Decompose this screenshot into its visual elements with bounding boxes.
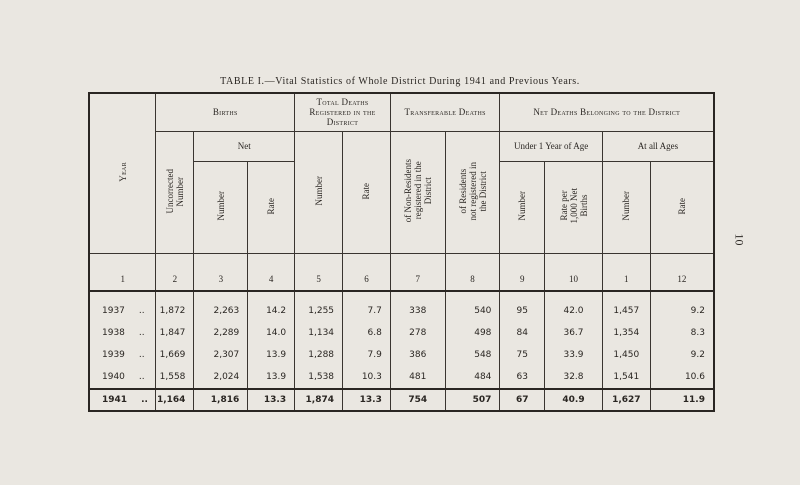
cell: 1,134 — [295, 322, 343, 344]
cell: 1,354 — [602, 322, 650, 344]
cell: 42.0 — [545, 300, 603, 322]
births-header: Births — [156, 93, 295, 131]
cell: 2,289 — [194, 322, 248, 344]
cell: 9.2 — [650, 300, 714, 322]
cell: 754 — [390, 389, 445, 411]
year-cell: 1941 — [102, 394, 128, 405]
column-number: 8 — [445, 253, 500, 291]
total-deaths-rate-header: Rate — [343, 131, 391, 253]
cell: 1,538 — [295, 366, 343, 389]
cell: 507 — [445, 389, 500, 411]
table-row: 1937 .. 1,872 2,263 14.2 1,255 7.7 338 540 95 42.0 1,457 9.2 — [89, 300, 714, 322]
cell: 1,627 — [602, 389, 650, 411]
table-row: 1940 .. 1,558 2,024 13.9 1,538 10.3 481 484 63 32.8 1,541 10.6 — [89, 366, 714, 389]
cell: 1,288 — [295, 344, 343, 366]
page-number: 10 — [732, 233, 747, 246]
cell: 14.2 — [248, 300, 295, 322]
under1-number-header: Number — [500, 161, 545, 253]
cell: 1,872 — [156, 300, 194, 322]
table-row-current-year: 1941 .. 1,164 1,816 13.3 1,874 13.3 754 507 67 40.9 1,627 11.9 — [89, 389, 714, 411]
transferable-deaths-header: Transferable Deaths — [390, 93, 500, 131]
cell: 1,847 — [156, 322, 194, 344]
cell: 1,541 — [602, 366, 650, 389]
cell: 484 — [445, 366, 500, 389]
total-deaths-header: Total Deaths Registered in the District — [295, 93, 391, 131]
year-cell: 1939 — [102, 349, 125, 360]
column-number: 12 — [650, 253, 714, 291]
cell: 1,874 — [295, 389, 343, 411]
cell: 7.7 — [343, 300, 391, 322]
net-header: Net — [194, 131, 295, 161]
cell: 36.7 — [545, 322, 603, 344]
cell: 32.8 — [545, 366, 603, 389]
year-cell: 1937 — [102, 305, 125, 316]
cell: 63 — [500, 366, 545, 389]
cell: 498 — [445, 322, 500, 344]
column-number: 4 — [248, 253, 295, 291]
cell: 8.3 — [650, 322, 714, 344]
cell: 84 — [500, 322, 545, 344]
year-cell: 1938 — [102, 327, 125, 338]
table-row: 1939 .. 1,669 2,307 13.9 1,288 7.9 386 548 75 33.9 1,450 9.2 — [89, 344, 714, 366]
cell: 6.8 — [343, 322, 391, 344]
cell: 75 — [500, 344, 545, 366]
column-number: 7 — [390, 253, 445, 291]
total-deaths-number-header: Number — [295, 131, 343, 253]
cell: 1,255 — [295, 300, 343, 322]
cell: 13.9 — [248, 344, 295, 366]
cell: 14.0 — [248, 322, 295, 344]
cell: 13.9 — [248, 366, 295, 389]
rate-per-1000-header: Rate per 1,000 Net Births — [545, 161, 603, 253]
year-header: Year — [89, 93, 156, 253]
cell: 10.3 — [343, 366, 391, 389]
cell: 40.9 — [545, 389, 603, 411]
table-title: TABLE I.—Vital Statistics of Whole District During 1941 and Previous Years. — [220, 76, 580, 87]
table-row: 1938 .. 1,847 2,289 14.0 1,134 6.8 278 498 84 36.7 1,354 8.3 — [89, 322, 714, 344]
cell: 9.2 — [650, 344, 714, 366]
column-number: 5 — [295, 253, 343, 291]
cell: 2,024 — [194, 366, 248, 389]
net-births-rate-header: Rate — [248, 161, 295, 253]
column-numbers-row — [89, 253, 714, 291]
column-number: 3 — [194, 253, 248, 291]
cell: 1,669 — [156, 344, 194, 366]
uncorrected-number-header: Uncorrected Number — [156, 131, 194, 253]
cell: 338 — [390, 300, 445, 322]
column-number: 1 — [602, 253, 650, 291]
column-number: 10 — [545, 253, 603, 291]
cell: 386 — [390, 344, 445, 366]
cell: 540 — [445, 300, 500, 322]
column-number: 1 — [89, 253, 156, 291]
cell: 2,307 — [194, 344, 248, 366]
residents-header: of Residents not registered in the District — [445, 131, 500, 253]
cell: 278 — [390, 322, 445, 344]
year-cell: 1940 — [102, 371, 125, 382]
cell: 67 — [500, 389, 545, 411]
non-residents-header: of Non-Residents registered in the District — [390, 131, 445, 253]
cell: 13.3 — [248, 389, 295, 411]
cell: 1,450 — [602, 344, 650, 366]
cell: 7.9 — [343, 344, 391, 366]
column-number: 2 — [156, 253, 194, 291]
column-number: 9 — [500, 253, 545, 291]
cell: 95 — [500, 300, 545, 322]
cell: 2,263 — [194, 300, 248, 322]
all-ages-rate-header: Rate — [650, 161, 714, 253]
cell: 548 — [445, 344, 500, 366]
net-births-number-header: Number — [194, 161, 248, 253]
cell: 13.3 — [343, 389, 391, 411]
all-ages-number-header: Number — [602, 161, 650, 253]
under-1-year-header: Under 1 Year of Age — [500, 131, 602, 161]
cell: 1,558 — [156, 366, 194, 389]
net-deaths-header: Net Deaths Belonging to the District — [500, 93, 714, 131]
cell: 1,816 — [194, 389, 248, 411]
all-ages-header: At all Ages — [602, 131, 714, 161]
column-number: 6 — [343, 253, 391, 291]
cell: 1,164 — [156, 389, 194, 411]
cell: 11.9 — [650, 389, 714, 411]
cell: 10.6 — [650, 366, 714, 389]
cell: 481 — [390, 366, 445, 389]
vital-statistics-table — [88, 92, 715, 412]
cell: 33.9 — [545, 344, 603, 366]
cell: 1,457 — [602, 300, 650, 322]
